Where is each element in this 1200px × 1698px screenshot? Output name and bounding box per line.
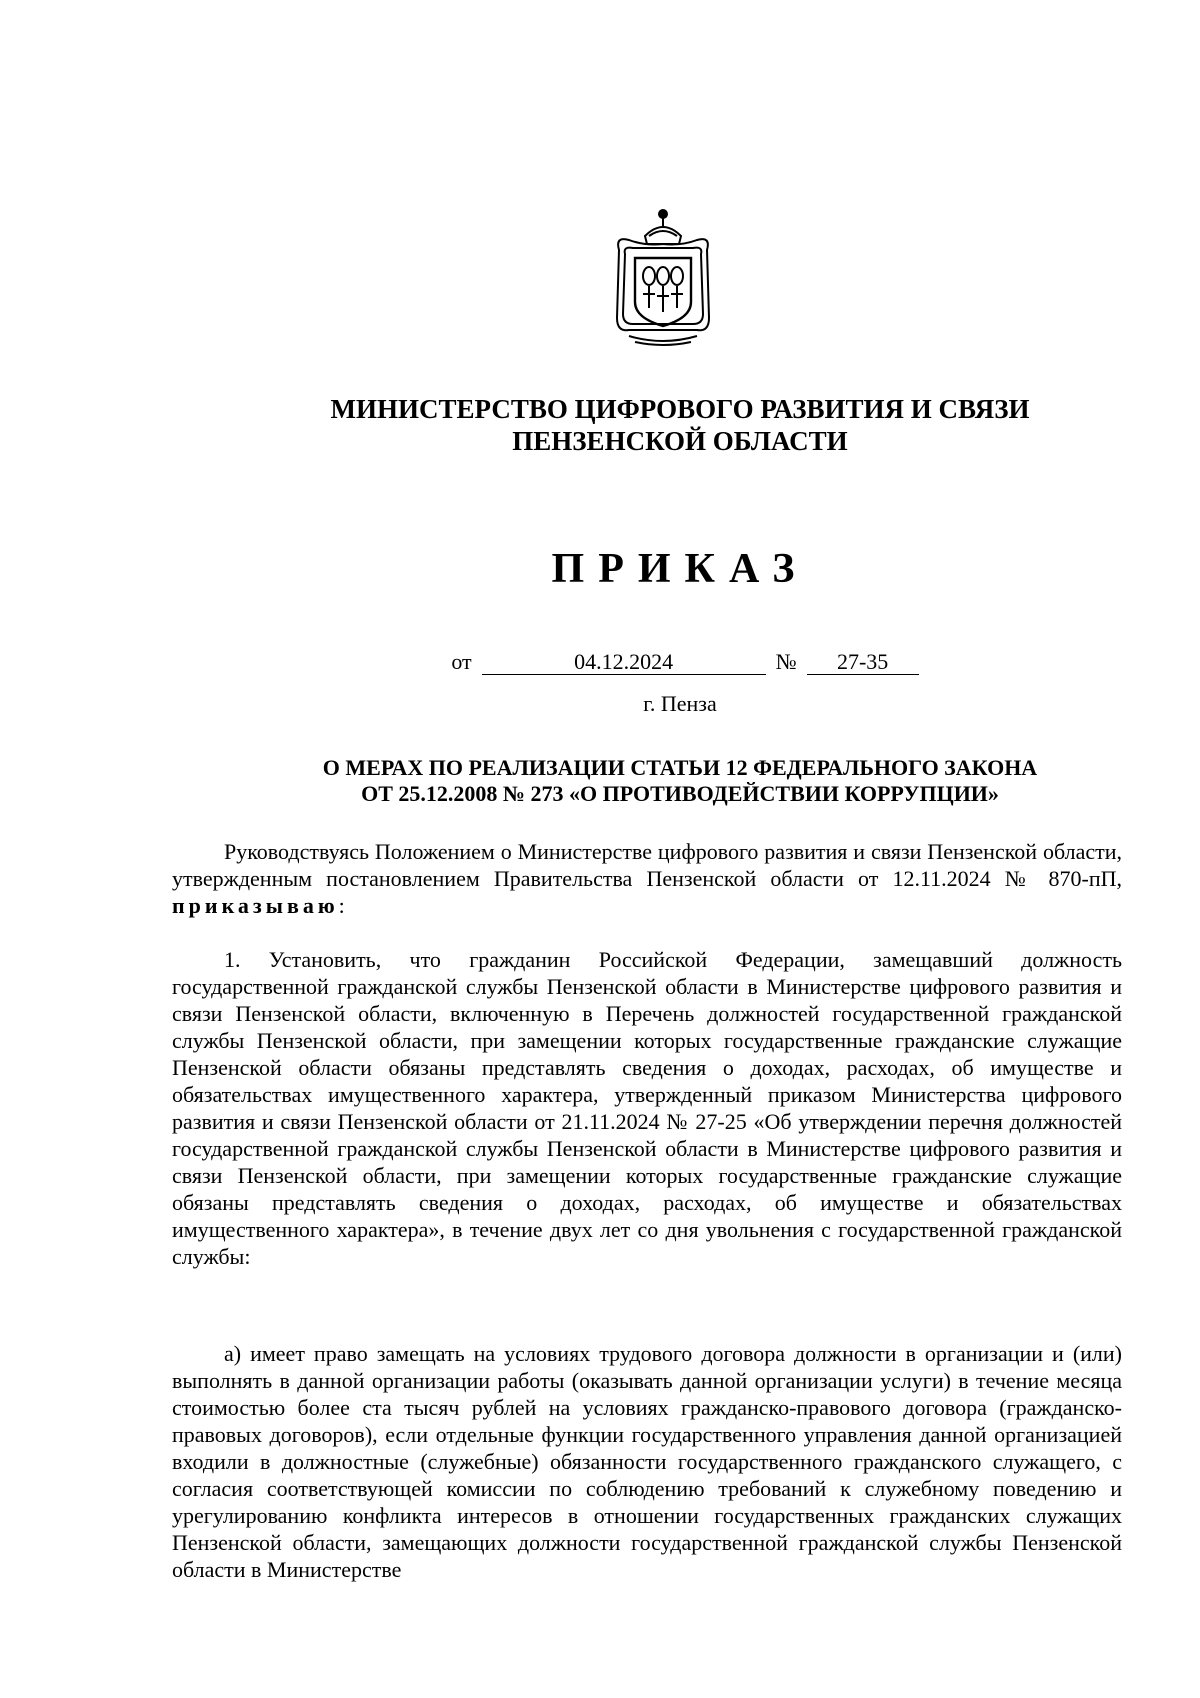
intro-text: Руководствуясь Положением о Министерстве цифрового развития и связи Пензенской области, утвержденным постановлением Правительства Пензенской области от 12.11.2024 № 870-пП, [172, 839, 1122, 891]
ministry-name [170, 393, 1190, 457]
order-heading [170, 755, 1190, 807]
intro-paragraph [172, 838, 1122, 919]
coat-of-arms-icon [605, 196, 721, 348]
from-label: от [451, 649, 472, 674]
ministry-name-line1: МИНИСТЕРСТВО ЦИФРОВОГО РАЗВИТИЯ И СВЯЗИ [330, 394, 1030, 424]
document-date: 04.12.2024 [482, 650, 766, 675]
document-number: 27-35 [807, 650, 919, 675]
document-type-title: ПРИКАЗ [551, 546, 809, 592]
date-number-line [170, 648, 1190, 676]
ministry-name-line2: ПЕНЗЕНСКОЙ ОБЛАСТИ [512, 426, 848, 456]
paragraph-a: а) имеет право замещать на условиях трудового договора должности в организации и (или) выполнять в данной организации работы (оказывать данной организации услуги) в течение месяца стоимостью более ста тысяч рублей на условиях гражданско-правового договора (гражданско-правовых договоров), если отдельные функции государственного управления данной организацией входили в должностные (служебные) обязанности государственного гражданского служащего, с согласия соответствующей комиссии по соблюдению требований к служебному поведению и урегулированию конфликта интересов в отношении государственных гражданских служащих Пензенской области, замещающих должности государственной гражданской службы Пензенской области в Министерстве [172, 1341, 1122, 1582]
number-label: № [775, 649, 797, 674]
paragraph-1: 1. Установить, что гражданин Российской Федерации, замещавший должность государственной гражданской службы Пензенской области в Министерстве цифрового развития и связи Пензенской области, включенную в Перечень должностей государственной гражданской службы Пензенской области, при замещении которых государственные гражданские служащие Пензенской области обязаны представлять сведения о доходах, расходах, об имуществе и обязательствах имущественного характера, утвержденный приказом Министерства цифрового развития и связи Пензенской области от 21.11.2024 № 27-25 «Об утверждении перечня должностей государственной гражданской службы Пензенской области в Министерстве цифрового развития и связи Пензенской области, при замещении которых государственные гражданские служащие обязаны представлять сведения о доходах, расходах, об имуществе и обязательствах имущественного характера», в течение двух лет со дня увольнения с государственной гражданской службы: [172, 947, 1122, 1269]
order-word: приказываю [172, 893, 339, 918]
document-city: г. Пенза [643, 691, 717, 716]
intro-tail: : [338, 893, 345, 918]
order-heading-line2: ОТ 25.12.2008 № 273 «О ПРОТИВОДЕЙСТВИИ КОРРУПЦИИ» [361, 781, 999, 806]
order-heading-line1: О МЕРАХ ПО РЕАЛИЗАЦИИ СТАТЬИ 12 ФЕДЕРАЛЬНОГО ЗАКОНА [322, 755, 1038, 780]
